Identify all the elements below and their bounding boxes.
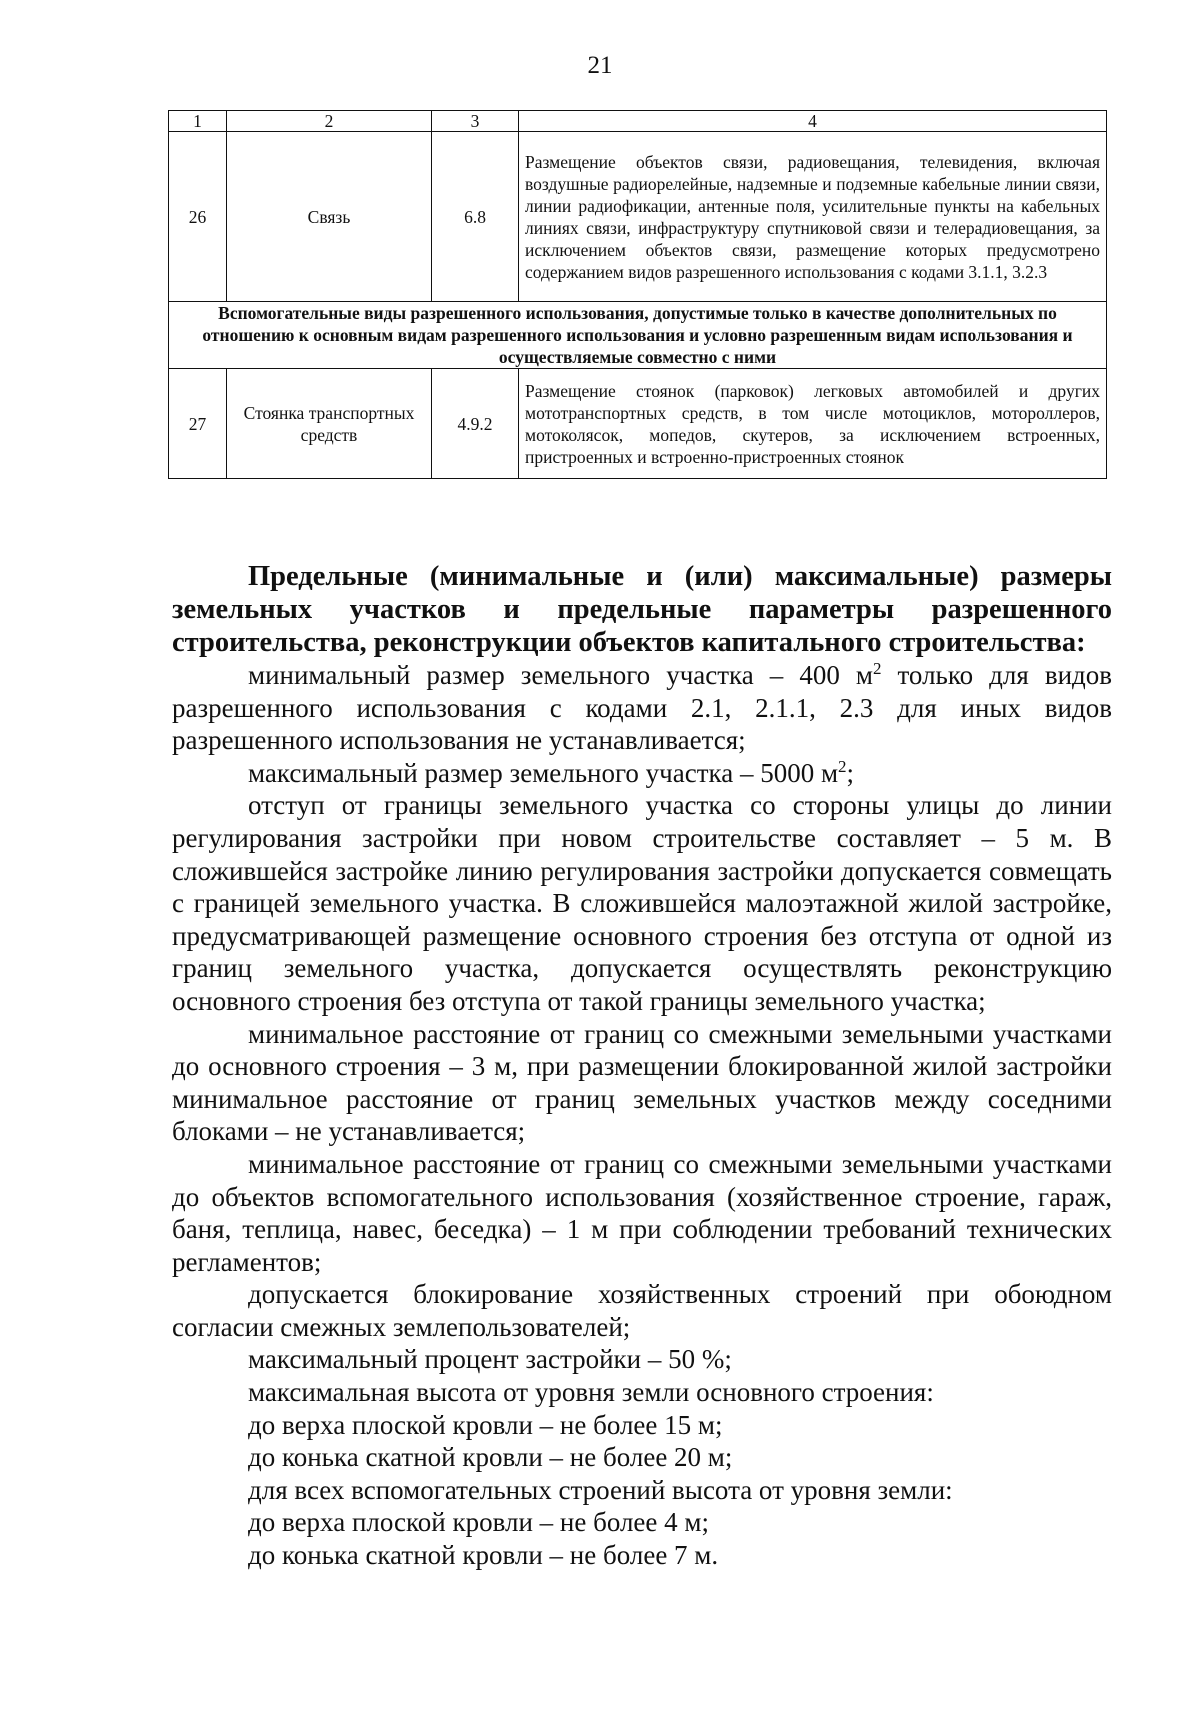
section-title-main: Предельные (минимальные и (или) максимальные) размеры земельных участков и предельные параметры разрешенного: [172, 561, 1112, 625]
table-header-cell: 4: [519, 111, 1107, 132]
use-type-code: 6.8: [432, 132, 519, 302]
row-number: 26: [169, 132, 227, 302]
line-aux-height-title: для всех вспомогательных строений высота от уровня земли:: [248, 1474, 953, 1505]
paragraph-auxiliary-distance: минимальное расстояние от границ со смежными земельными участками до объектов вспомогательного использования (хозяйственное строение, гараж, баня, теплица, навес, беседка) – 1 м при соблюдении требований технических регламентов;: [172, 1148, 1112, 1277]
line-max-coverage: максимальный процент застройки – 50 %;: [248, 1344, 732, 1375]
table-row: [169, 132, 1107, 302]
paragraph-min-plot-size: [172, 659, 1112, 757]
paragraph-main-building-distance: минимальное расстояние от границ со смежными земельными участками до основного строения – 3 м, при размещении блокированной жилой застройки минимальное расстояние от границ земельных участков между соседними блоками – не устанавливается;: [172, 1018, 1112, 1147]
document-body: [172, 560, 1112, 1572]
use-type-name: Стоянка транспортных средств: [227, 369, 432, 479]
line-main-pitched-roof: до конька скатной кровли – не более 20 м;: [248, 1442, 733, 1473]
use-type-name: Связь: [227, 132, 432, 302]
table-header-cell: 2: [227, 111, 432, 132]
zoning-table: [168, 110, 1107, 479]
superscript: 2: [838, 756, 847, 776]
paragraph-blocking: допускается блокирование хозяйственных строений при обоюдном согласии смежных землепользователей;: [172, 1279, 1112, 1342]
page-number: 21: [587, 52, 613, 79]
line-main-height-title: максимальная высота от уровня земли основного строения:: [248, 1377, 934, 1408]
table-header-row: [169, 111, 1107, 132]
line-main-flat-roof: до верха плоской кровли – не более 15 м;: [248, 1409, 723, 1440]
superscript: 2: [872, 659, 882, 678]
table-header-cell: 3: [432, 111, 519, 132]
section-title: [172, 560, 1112, 659]
section-title-last-line: строительства, реконструкции объектов капитального строительства:: [172, 627, 1086, 658]
text-segment: максимальный размер земельного участка – 5000 м: [248, 757, 839, 788]
use-type-description: Размещение стоянок (парковок) легковых автомобилей и других мототранспортных средств, в том числе мотоциклов, мотороллеров, мотоколясок, мопедов, скутеров, за исключением встроенных, пристроенных и встроенно-пристроенных стоянок: [519, 369, 1107, 479]
use-type-code: 4.9.2: [432, 369, 519, 479]
table-section-row: [169, 302, 1107, 369]
table-row: [169, 369, 1107, 479]
table-header-cell: 1: [169, 111, 227, 132]
line-aux-pitched-roof: до конька скатной кровли – не более 7 м.: [248, 1540, 719, 1571]
text-segment: ;: [846, 757, 855, 788]
line-aux-flat-roof: до верха плоской кровли – не более 4 м;: [248, 1507, 709, 1538]
paragraph-max-plot-size: [172, 757, 1112, 790]
use-type-description: Размещение объектов связи, радиовещания, телевидения, включая воздушные радиорелейные, надземные и подземные кабельные линии связи, линии радиофикации, антенные поля, усилительные пункты на кабельных линиях связи, инфраструктуру спутниковой связи и телерадиовещания, за исключением объектов связи, размещение которых предусмотрено содержанием видов разрешенного использования с кодами 3.1.1, 3.2.3: [519, 132, 1107, 302]
paragraph-street-setback: отступ от границы земельного участка со стороны улицы до линии регулирования застройки при новом строительстве составляет – 5 м. В сложившейся застройке линию регулирования застройки допускается совмещать с границей земельного участка. В сложившейся малоэтажной жилой застройке, предусматривающей размещение основного строения без отступа от одной из границ земельного участка, допускается осуществлять реконструкцию основного строения без отступа от такой границы земельного участка;: [172, 790, 1112, 1016]
row-number: 27: [169, 369, 227, 479]
text-segment: только для видов разрешенного использования с кодами 2.1, 2.1.1, 2.3 для иных видов разрешенного использования не устанавливается;: [172, 660, 1113, 756]
text-segment: минимальный размер земельного участка – 400 м: [248, 660, 873, 690]
section-heading: Вспомогательные виды разрешенного использования, допустимые только в качестве дополнительных по отношению к основным видам разрешенного использования и условно разрешенным видам использования и осуществляемые совместно с ними: [169, 302, 1107, 369]
